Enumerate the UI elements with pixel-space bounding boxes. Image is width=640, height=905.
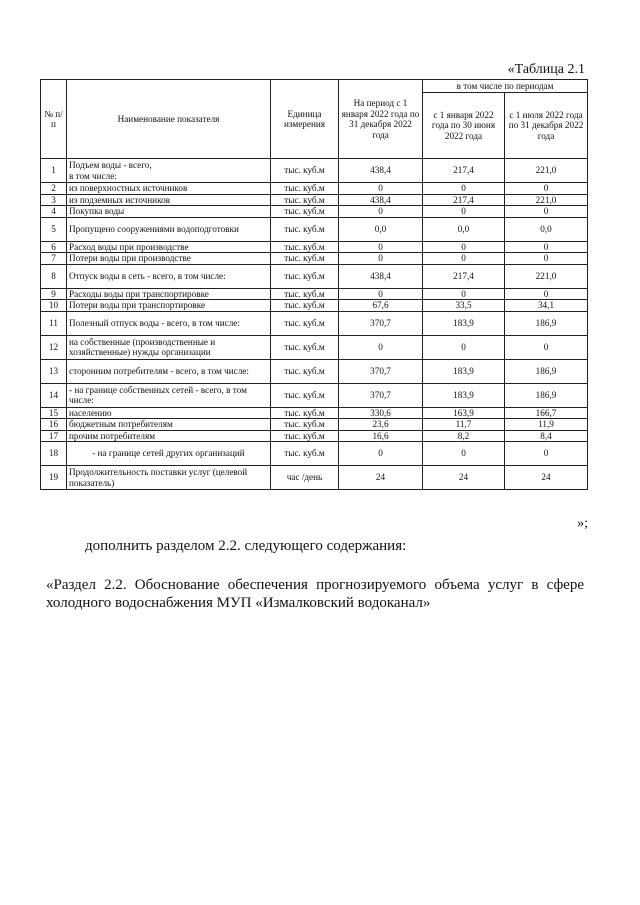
header-half-2: с 1 июля 2022 года по 31 декабря 2022 года bbox=[505, 93, 588, 159]
table-row: 2 из поверхностных источников тыс. куб.м 0 0 0 bbox=[41, 183, 588, 195]
table-row: 7 Потери воды при производстве тыс. куб.м 0 0 0 bbox=[41, 253, 588, 265]
table-row: 3 из подземных источников тыс. куб.м 438,4 217,4 221,0 bbox=[41, 194, 588, 206]
header-half-1: с 1 января 2022 года по 30 июня 2022 года bbox=[423, 93, 505, 159]
table-row: 12 на собственные (производственные и хозяйственные) нужды организации тыс. куб.м 0 0 0 bbox=[41, 335, 588, 359]
table-row: 13 сторонним потребителям - всего, в том числе: тыс. куб.м 370,7 183,9 186,9 bbox=[41, 359, 588, 383]
table-row: 10 Потери воды при транспортировке тыс. куб.м 67,6 33,5 34,1 bbox=[41, 300, 588, 312]
table-row: 14 - на границе собственных сетей - всего, в том числе: тыс. куб.м 370,7 183,9 186,9 bbox=[41, 383, 588, 407]
table-closing-quote: »; bbox=[577, 516, 588, 531]
header-including: в том числе по периодам bbox=[423, 80, 588, 93]
table-row: 4 Покупка воды тыс. куб.м 0 0 0 bbox=[41, 206, 588, 218]
paragraph-amendment: дополнить разделом 2.2. следующего содержания: bbox=[85, 538, 407, 554]
water-balance-table bbox=[40, 79, 588, 490]
table-row: 18 - на границе сетей других организаций тыс. куб.м 0 0 0 bbox=[41, 442, 588, 466]
table-row: 17 прочим потребителям тыс. куб.м 16,6 8,2 8,4 bbox=[41, 430, 588, 442]
paragraph-section-title: «Раздел 2.2. Обоснование обеспечения прогнозируемого объема услуг в сфере холодного водоснабжения МУП «Измалковский водоканал» bbox=[46, 577, 584, 611]
table-caption: «Таблица 2.1 bbox=[507, 62, 585, 77]
table-row: 8 Отпуск воды в сеть - всего, в том числе: тыс. куб.м 438,4 217,4 221,0 bbox=[41, 264, 588, 288]
header-num: № п/п bbox=[41, 80, 67, 159]
table-row: 9 Расходы воды при транспортировке тыс. куб.м 0 0 0 bbox=[41, 288, 588, 300]
header-period: На период с 1 января 2022 года по 31 декабря 2022 года bbox=[339, 80, 423, 159]
header-name: Наименование показателя bbox=[67, 80, 271, 159]
table-row: 6 Расход воды при производстве тыс. куб.м 0 0 0 bbox=[41, 241, 588, 253]
table-row: 15 населению тыс. куб.м 330,6 163,9 166,7 bbox=[41, 407, 588, 419]
table-row: 16 бюджетным потребителям тыс. куб.м 23,6 11,7 11,9 bbox=[41, 419, 588, 431]
table-row: 19 Продолжительность поставки услуг (целевой показатель) час /день 24 24 24 bbox=[41, 466, 588, 490]
table-row: 11 Полезный отпуск воды - всего, в том числе: тыс. куб.м 370,7 183,9 186,9 bbox=[41, 311, 588, 335]
header-unit: Единица измерения bbox=[271, 80, 339, 159]
table-row: 1 Подъем воды - всего, в том числе: тыс. куб.м 438,4 217,4 221,0 bbox=[41, 159, 588, 183]
table-row: 5 Пропущено сооружениями водоподготовки тыс. куб.м 0,0 0,0 0,0 bbox=[41, 217, 588, 241]
